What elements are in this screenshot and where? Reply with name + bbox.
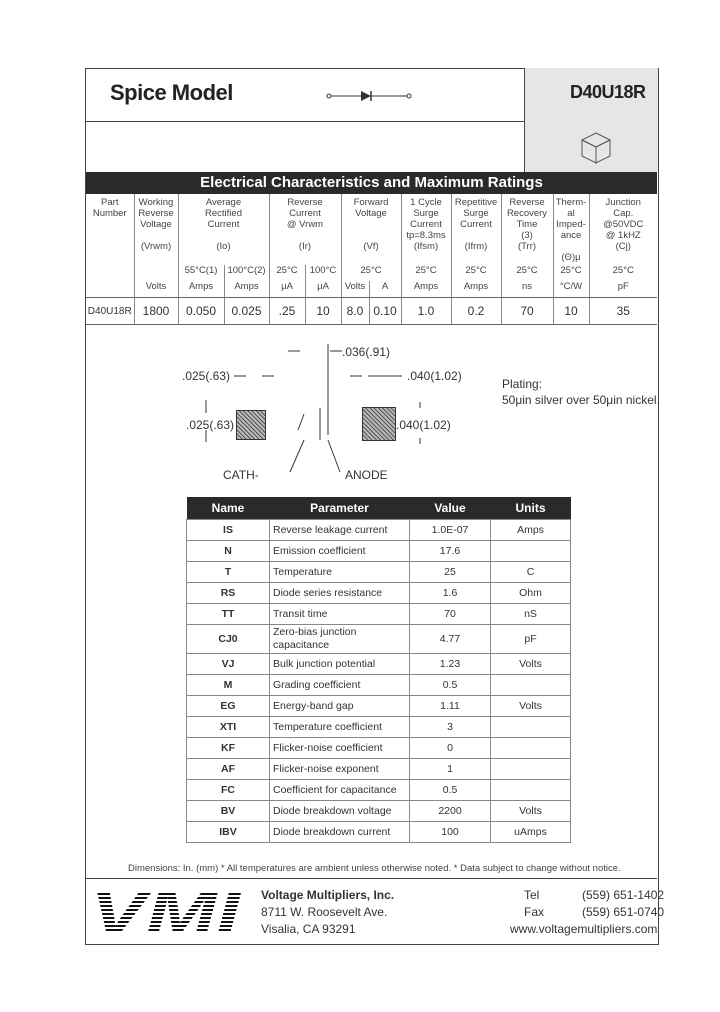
logo-text: VMI [90, 885, 242, 937]
spice-unit: nS [491, 604, 571, 625]
plating-label: Plating: [502, 377, 543, 391]
spice-name: M [187, 675, 270, 696]
ec-value-cell: 8.0 [341, 298, 369, 325]
cathode-label: CATH- [223, 468, 259, 482]
spice-name: VJ [187, 654, 270, 675]
dim-label: .025(.63) [186, 418, 235, 432]
ec-units-row [86, 281, 657, 298]
vmi-logo [90, 885, 242, 937]
ec-head-cj: Junction Cap. @50VDC @ 1kHZ (Cj) [589, 194, 657, 265]
spice-value: 3 [410, 717, 491, 738]
spice-param: Bulk junction potential [270, 654, 410, 675]
dim-label: .040(1.02) [396, 418, 451, 432]
table-row [187, 583, 571, 604]
ec-unit-cell: Amps [224, 281, 269, 298]
spice-name: IS [187, 520, 270, 541]
spice-param: Zero-bias junction capacitance [270, 625, 410, 654]
spice-head-value: Value [410, 497, 491, 520]
ec-cond-cell: 25°C [589, 265, 657, 281]
ec-head-vf: Forward Voltage (Vf) [341, 194, 401, 265]
spice-value: 100 [410, 822, 491, 843]
ec-head-ir: Reverse Current @ Vrwm (Ir) [269, 194, 341, 265]
ec-head-ifsm: 1 Cycle Surge Current tp=8.3ms (Ifsm) [401, 194, 451, 265]
ec-cond-cell: 25°C [451, 265, 501, 281]
spice-value: 1.23 [410, 654, 491, 675]
spice-param: Flicker-noise coefficient [270, 738, 410, 759]
ec-head-part: Part Number [92, 197, 127, 219]
ec-unit-cell: A [369, 281, 401, 298]
ec-unit-cell: Amps [451, 281, 501, 298]
spice-value: 4.77 [410, 625, 491, 654]
table-row [187, 822, 571, 843]
spice-unit: Volts [491, 654, 571, 675]
ec-cond-cell: 100°C(2) [224, 265, 269, 281]
table-row [187, 604, 571, 625]
tel-label: Tel [524, 888, 540, 902]
spice-param: Grading coefficient [270, 675, 410, 696]
spice-param: Diode series resistance [270, 583, 410, 604]
table-row [187, 759, 571, 780]
ec-value-cell: 0.2 [451, 298, 501, 325]
spice-name: EG [187, 696, 270, 717]
spice-unit [491, 541, 571, 562]
plating-text: 50μin silver over 50μin nickel. [502, 393, 660, 407]
ec-head-ifrm: Repetitive Surge Current (Ifrm) [451, 194, 501, 265]
company-block [261, 887, 394, 938]
spice-value: 0.5 [410, 780, 491, 801]
ec-cond-cell: 25°C [501, 265, 553, 281]
dim-label: .025(.63) [182, 369, 231, 383]
ec-cond-cell [86, 265, 134, 281]
spice-param: Diode breakdown voltage [270, 801, 410, 822]
anode-label: ANODE [345, 468, 388, 482]
table-row [187, 780, 571, 801]
ec-head-theta: Therm- al Imped- ance (Θ)μ [553, 194, 589, 265]
header-divider [85, 121, 524, 122]
ec-cond-cell [134, 265, 178, 281]
spice-value: 25 [410, 562, 491, 583]
ec-unit-cell: μA [269, 281, 305, 298]
fax-value: (559) 651-0740 [582, 905, 665, 919]
ec-unit-cell: μA [305, 281, 341, 298]
ec-value-cell: 10 [305, 298, 341, 325]
ec-cond-cell: 25°C [401, 265, 451, 281]
ec-unit-cell: Volts [134, 281, 178, 298]
spice-name: BV [187, 801, 270, 822]
ec-unit-cell: Volts [341, 281, 369, 298]
spice-value: 1.11 [410, 696, 491, 717]
spice-header-row [187, 497, 571, 520]
ec-value-cell: 1800 [134, 298, 178, 325]
ec-unit-cell: Amps [178, 281, 224, 298]
ec-head-vrwm: Working Reverse Voltage (Vrwm) [134, 194, 178, 265]
website-link[interactable]: www.voltagemultipliers.com [510, 922, 658, 936]
spice-head-parameter: Parameter [270, 497, 410, 520]
spice-value: 1 [410, 759, 491, 780]
ec-value-cell: 0.10 [369, 298, 401, 325]
company-address-1: 8711 W. Roosevelt Ave. [261, 905, 388, 919]
spice-param: Emission coefficient [270, 541, 410, 562]
ec-value-cell: 1.0 [401, 298, 451, 325]
spice-param: Diode breakdown current [270, 822, 410, 843]
spice-unit [491, 675, 571, 696]
package-side-view [362, 407, 396, 441]
ec-value-cell: D40U18R [86, 298, 134, 325]
spice-name: TT [187, 604, 270, 625]
spice-value: 1.6 [410, 583, 491, 604]
ec-value-cell: 0.025 [224, 298, 269, 325]
spice-value: 0.5 [410, 675, 491, 696]
spice-value: 70 [410, 604, 491, 625]
ec-unit-cell: Amps [401, 281, 451, 298]
company-address-2: Visalia, CA 93291 [261, 922, 356, 936]
ec-value-cell: 0.050 [178, 298, 224, 325]
spice-unit [491, 717, 571, 738]
ec-value-cell: 70 [501, 298, 553, 325]
company-name: Voltage Multipliers, Inc. [261, 888, 395, 902]
dim-label: .036(.91) [342, 345, 391, 359]
ec-unit-cell: °C/W [553, 281, 589, 298]
spice-value: 17.6 [410, 541, 491, 562]
spice-unit [491, 738, 571, 759]
spice-unit [491, 759, 571, 780]
spice-unit: C [491, 562, 571, 583]
table-row [187, 675, 571, 696]
table-row [187, 562, 571, 583]
electrical-characteristics-table [86, 194, 657, 325]
spice-name: IBV [187, 822, 270, 843]
spice-unit: Volts [491, 801, 571, 822]
spice-param: Reverse leakage current [270, 520, 410, 541]
spice-param: Coefficient for capacitance [270, 780, 410, 801]
spice-name: RS [187, 583, 270, 604]
spice-name: T [187, 562, 270, 583]
ec-cond-cell: 25°C [341, 265, 401, 281]
spice-param: Flicker-noise exponent [270, 759, 410, 780]
ec-values-row [86, 298, 657, 325]
ec-head-trr: Reverse Recovery Time (3) (Trr) [501, 194, 553, 265]
spice-unit: uAmps [491, 822, 571, 843]
ec-header-row [86, 194, 657, 265]
table-row [187, 541, 571, 562]
ec-cond-cell: 100°C [305, 265, 341, 281]
spice-name: N [187, 541, 270, 562]
spice-unit: pF [491, 625, 571, 654]
spice-unit: Volts [491, 696, 571, 717]
footer-divider [86, 878, 657, 879]
table-row [187, 696, 571, 717]
ec-unit-cell [86, 281, 134, 298]
spice-unit [491, 780, 571, 801]
ec-cond-cell: 25°C [553, 265, 589, 281]
spice-param: Transit time [270, 604, 410, 625]
diode-symbol-icon [325, 89, 415, 103]
spice-head-name: Name [187, 497, 270, 520]
spice-name: XTI [187, 717, 270, 738]
ec-value-cell: 10 [553, 298, 589, 325]
ec-banner: Electrical Characteristics and Maximum Ratings [86, 172, 657, 194]
spice-name: KF [187, 738, 270, 759]
spice-value: 0 [410, 738, 491, 759]
ec-unit-cell: ns [501, 281, 553, 298]
spice-head-units: Units [491, 497, 571, 520]
ec-unit-cell: pF [589, 281, 657, 298]
spice-parameter-table [186, 497, 571, 843]
spice-unit: Amps [491, 520, 571, 541]
spice-param: Temperature coefficient [270, 717, 410, 738]
dim-label: .040(1.02) [407, 369, 462, 383]
tel-value: (559) 651-1402 [582, 888, 665, 902]
table-row [187, 738, 571, 759]
spice-param: Temperature [270, 562, 410, 583]
table-row [187, 625, 571, 654]
table-row [187, 801, 571, 822]
package-end-view [236, 410, 266, 440]
spice-name: FC [187, 780, 270, 801]
ec-value-cell: 35 [589, 298, 657, 325]
contact-block [470, 887, 664, 938]
ec-head-io: Average Rectified Current (Io) [178, 194, 269, 265]
page-title: Spice Model [110, 80, 233, 105]
table-row [187, 717, 571, 738]
table-row [187, 520, 571, 541]
spice-param: Energy-band gap [270, 696, 410, 717]
ec-value-cell: .25 [269, 298, 305, 325]
spice-name: AF [187, 759, 270, 780]
part-number-title: D40U18R [570, 82, 646, 102]
ec-conditions-row [86, 265, 657, 281]
spice-value: 2200 [410, 801, 491, 822]
spice-value: 1.0E-07 [410, 520, 491, 541]
package-cube-icon [578, 130, 614, 166]
ec-cond-cell: 55°C(1) [178, 265, 224, 281]
dimensions-footnote: Dimensions: In. (mm) * All temperatures are ambient unless otherwise noted. * Data subject to change without notice. [128, 863, 621, 874]
spice-unit: Ohm [491, 583, 571, 604]
spice-name: CJ0 [187, 625, 270, 654]
fax-label: Fax [524, 905, 545, 919]
ec-cond-cell: 25°C [269, 265, 305, 281]
table-row [187, 654, 571, 675]
